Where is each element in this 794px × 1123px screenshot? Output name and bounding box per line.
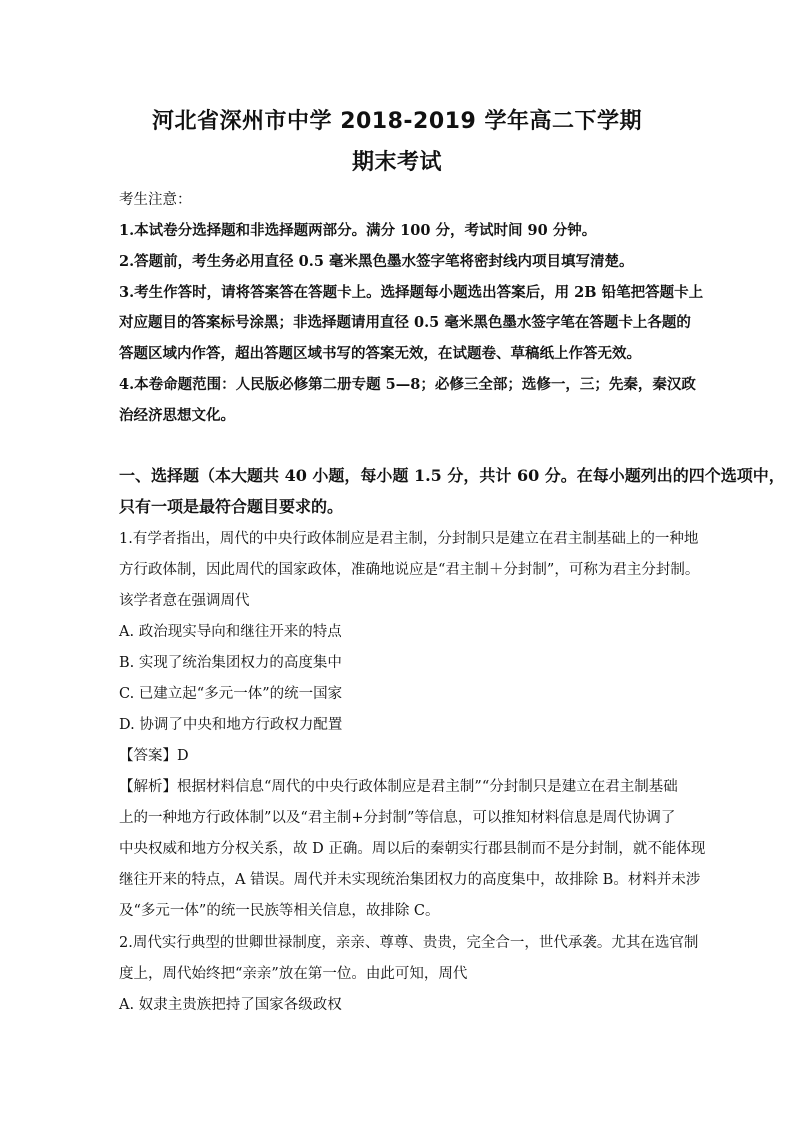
section-heading: 一、选择题（本大题共 40 小题，每小题 1.5 分，共计 60 分。在每小题列出的四个选项中， (119, 466, 785, 485)
question-1-option-c: C. 已建立起“多元一体”的统一国家 (119, 686, 343, 702)
question-1-analysis: 继往开来的特点，A 错误。周代并未实现统治集团权力的高度集中，故排除 B。材料并未涉 (119, 872, 701, 888)
question-1-option-d: D. 协调了中央和地方行政权力配置 (119, 717, 343, 733)
question-1-analysis: 中央权威和地方分权关系，故 D 正确。周以后的秦朝实行郡县制而不是分封制，就不能体现 (119, 841, 706, 857)
question-1-analysis: 及“多元一体”的统一民族等相关信息，故排除 C。 (119, 903, 440, 919)
question-1-analysis: 上的一种地方行政体制”以及“君主制+分封制”等信息，可以推知材料信息是周代协调了 (119, 810, 676, 826)
notice-line: 答题区域内作答，超出答题区域书写的答案无效，在试题卷、草稿纸上作答无效。 (119, 345, 641, 362)
exam-subtitle: 期末考试 (351, 150, 442, 175)
question-1-stem: 该学者意在强调周代 (119, 593, 250, 609)
question-2-stem: 度上，周代始终把“亲亲”放在第一位。由此可知，周代 (119, 966, 468, 982)
question-1-stem: 方行政体制，因此周代的国家政体，准确地说应是“君主制＋分封制”，可称为君主分封制。 (119, 562, 700, 578)
notice-heading: 考生注意： (119, 192, 192, 208)
question-1-answer: 【答案】D (119, 748, 189, 764)
section-heading: 只有一项是最符合题目要求的。 (119, 497, 344, 516)
notice-line: 4.本卷命题范围：人民版必修第二册专题 5—8；必修三全部；选修一，三；先秦，秦汉政 (119, 376, 696, 393)
exam-title: 河北省深州市中学 2018-2019 学年高二下学期 (152, 109, 642, 134)
notice-line: 2.答题前，考生务必用直径 0.5 毫米黑色墨水签字笔将密封线内项目填写清楚。 (119, 253, 634, 270)
question-2-stem: 2.周代实行典型的世卿世禄制度，亲亲、尊尊、贵贵，完全合一，世代承袭。尤其在选官制 (119, 935, 699, 951)
notice-line: 3.考生作答时，请将答案答在答题卡上。选择题每小题选出答案后，用 2B 铅笔把答题卡上 (119, 284, 704, 301)
question-1-option-a: A. 政治现实导向和继往开来的特点 (119, 624, 342, 640)
question-1-option-b: B. 实现了统治集团权力的高度集中 (119, 655, 342, 671)
notice-line: 对应题目的答案标号涂黑；非选择题请用直径 0.5 毫米黑色墨水签字笔在答题卡上各题的 (119, 314, 691, 331)
question-1-stem: 1.有学者指出，周代的中央行政体制应是君主制，分封制只是建立在君主制基础上的一种地 (119, 531, 699, 547)
notice-line: 1.本试卷分选择题和非选择题两部分。满分 100 分，考试时间 90 分钟。 (119, 222, 597, 239)
notice-line: 治经济思想文化。 (119, 407, 235, 424)
question-1-analysis: 【解析】根据材料信息“周代的中央行政体制应是君主制”“分封制只是建立在君主制基础 (119, 779, 678, 795)
question-2-option-a: A. 奴隶主贵族把持了国家各级政权 (119, 997, 342, 1013)
